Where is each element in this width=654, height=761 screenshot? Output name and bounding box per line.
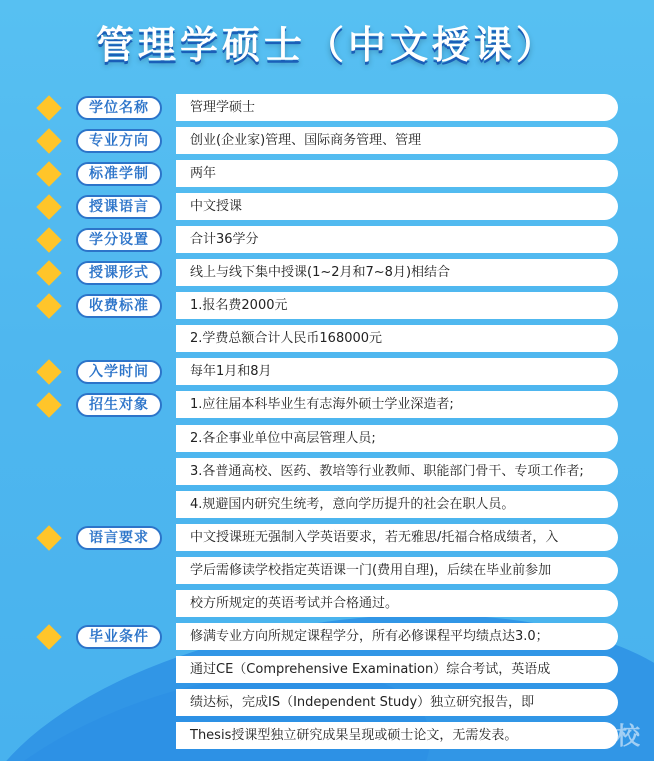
row-value: 通过CE（Comprehensive Examination）综合考试，英语成: [176, 656, 618, 683]
info-row: [0, 226, 654, 254]
row-value: 学后需修读学校指定英语课一门(费用自理)，后续在毕业前参加: [176, 557, 618, 584]
diamond-bullet-icon: [36, 624, 61, 649]
row-value: 2.各企事业单位中高层管理人员;: [176, 425, 618, 452]
row-value: 2.学费总额合计人民币168000元: [176, 325, 618, 352]
row-label: 收费标准: [76, 294, 162, 318]
diamond-bullet-icon: [36, 161, 61, 186]
row-label: 标准学制: [76, 162, 162, 186]
row-value: 中文授课: [176, 193, 618, 220]
info-row: [0, 259, 654, 287]
row-value: 创业(企业家)管理、国际商务管理、管理: [176, 127, 618, 154]
info-row: [0, 325, 654, 353]
info-row: [0, 557, 654, 585]
info-row: [0, 722, 654, 750]
watermark: 好学校: [564, 722, 642, 750]
info-row: [0, 689, 654, 717]
diamond-bullet-icon: [36, 194, 61, 219]
row-value: 1.应往届本科毕业生有志海外硕士学业深造者;: [176, 391, 618, 418]
row-value: 校方所规定的英语考试并合格通过。: [176, 590, 618, 617]
info-row: [0, 94, 654, 122]
row-label: 学分设置: [76, 228, 162, 252]
info-row: [0, 425, 654, 453]
row-label: 专业方向: [76, 129, 162, 153]
diamond-bullet-icon: [36, 294, 61, 319]
row-value: 1.报名费2000元: [176, 292, 618, 319]
info-row: [0, 491, 654, 519]
info-row: [0, 358, 654, 386]
page-title: 管理学硕士（中文授课）: [95, 23, 558, 67]
info-row: [0, 160, 654, 188]
row-value: 两年: [176, 160, 618, 187]
row-value: 3.各普通高校、医药、教培等行业教师、职能部门骨干、专项工作者;: [176, 458, 618, 485]
info-row: [0, 524, 654, 552]
row-value: 线上与线下集中授课(1~2月和7~8月)相结合: [176, 259, 618, 286]
row-label: 授课形式: [76, 261, 162, 285]
row-label: 语言要求: [76, 526, 162, 550]
row-label: 学位名称: [76, 96, 162, 120]
diamond-bullet-icon: [36, 525, 61, 550]
row-label: 入学时间: [76, 360, 162, 384]
info-row: [0, 292, 654, 320]
info-row: [0, 458, 654, 486]
info-row: [0, 590, 654, 618]
row-value: 管理学硕士: [176, 94, 618, 121]
info-row: [0, 623, 654, 651]
info-row: [0, 193, 654, 221]
row-value: 合计36学分: [176, 226, 618, 253]
row-value: 中文授课班无强制入学英语要求，若无雅思/托福合格成绩者，入: [176, 524, 618, 551]
row-label: 招生对象: [76, 393, 162, 417]
info-row: [0, 656, 654, 684]
row-value: 绩达标，完成IS（Independent Study）独立研究报告，即: [176, 689, 618, 716]
row-label: 授课语言: [76, 195, 162, 219]
row-value: 4.规避国内研究生统考，意向学历提升的社会在职人员。: [176, 491, 618, 518]
row-label: 毕业条件: [76, 625, 162, 649]
row-value: 每年1月和8月: [176, 358, 618, 385]
diamond-bullet-icon: [36, 393, 61, 418]
diamond-bullet-icon: [36, 128, 61, 153]
diamond-bullet-icon: [36, 227, 61, 252]
row-value: 修满专业方向所规定课程学分，所有必修课程平均绩点达3.0；: [176, 623, 618, 650]
diamond-bullet-icon: [36, 360, 61, 385]
row-value: Thesis授课型独立研究成果呈现或硕士论文，无需发表。: [176, 722, 618, 749]
diamond-bullet-icon: [36, 95, 61, 120]
diamond-bullet-icon: [36, 261, 61, 286]
info-row: [0, 127, 654, 155]
info-row: [0, 391, 654, 419]
